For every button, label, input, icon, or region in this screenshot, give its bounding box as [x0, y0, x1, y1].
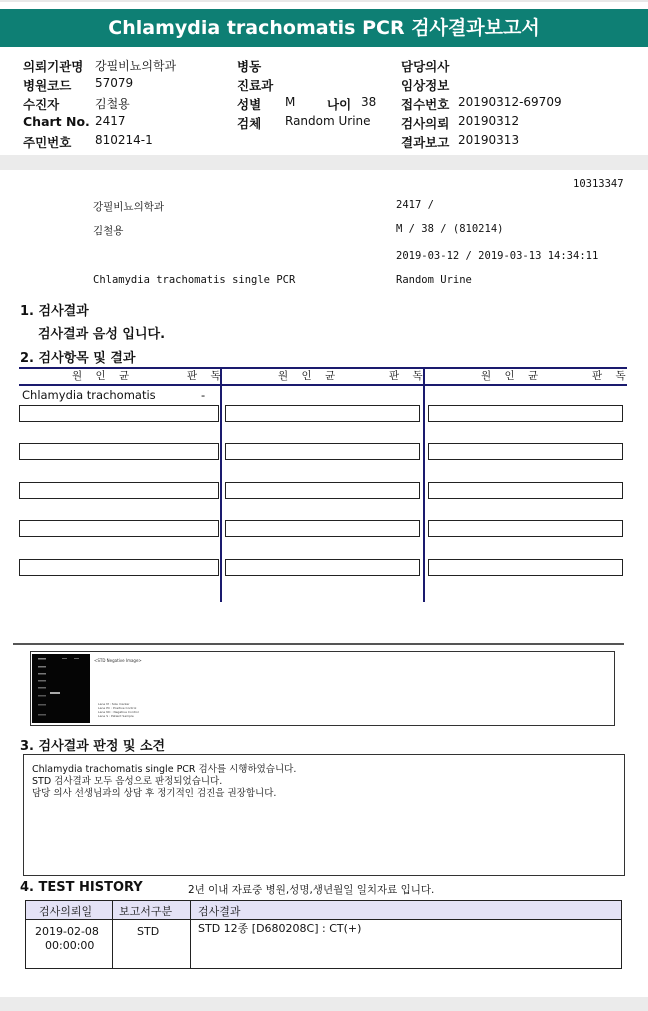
opinion-line-2: STD 검사결과 모두 음성으로 판정되었습니다. — [32, 776, 223, 787]
result-cell — [225, 405, 420, 422]
result-cell — [428, 482, 623, 499]
summary-chart: 2417 / — [396, 199, 434, 211]
gel-legend-1: Lane M : Size marker — [98, 702, 130, 706]
sex-label: 성별 — [237, 97, 262, 112]
history-type: STD — [137, 925, 160, 938]
summary-name: 김철용 — [93, 225, 124, 237]
result-cell — [225, 559, 420, 576]
history-result: STD 12종 [D680208C] : CT(+) — [198, 922, 362, 935]
footer-band — [0, 997, 648, 1011]
examinee-value: 김철용 — [95, 97, 130, 111]
grid-divider-1 — [220, 367, 222, 602]
examinee-label: 수진자 — [23, 97, 60, 112]
report-code: 10313347 — [573, 178, 624, 190]
gel-legend-4: Lane S : Patient Sample — [98, 714, 134, 718]
col-judgement-3: 판 독 — [592, 370, 631, 382]
history-table — [25, 900, 622, 969]
result-cell — [19, 520, 219, 537]
specimen-label: 검체 — [237, 116, 262, 131]
history-col-result: 검사결과 — [198, 905, 241, 918]
history-note: 2년 이내 자료중 병원,성명,생년월일 일치자료 입니다. — [188, 884, 435, 896]
section1-heading: 1. 검사결과 — [20, 304, 89, 319]
pathogen-name: Chlamydia trachomatis — [22, 388, 156, 402]
gel-legend-2: Lane PC : Positive Control — [98, 706, 137, 710]
hospital-code-value: 57079 — [95, 76, 134, 90]
summary-institution: 강필비뇨의학과 — [93, 201, 165, 213]
section-rule — [13, 643, 624, 645]
col-pathogen-3: 원 인 균 — [481, 370, 544, 382]
report-header — [0, 9, 648, 47]
result-cell — [225, 482, 420, 499]
history-date: 2019-02-08 — [35, 925, 99, 938]
gel-image-box — [30, 651, 615, 726]
gel-caption: <STD Negative Image> — [94, 658, 142, 663]
section2-heading: 2. 검사항목 및 결과 — [20, 351, 136, 366]
report-value: 20190313 — [458, 133, 520, 147]
receipt-value: 20190312-69709 — [458, 95, 562, 109]
age-label: 나이 — [327, 97, 352, 112]
history-col-divider-1 — [112, 901, 113, 968]
result-cell — [225, 443, 420, 460]
dept-label: 진료과 — [237, 78, 274, 93]
opinion-line-3: 담당 의사 선생님과의 상담 후 정기적인 검진을 권장합니다. — [32, 788, 277, 799]
col-pathogen-1: 원 인 균 — [72, 370, 135, 382]
doctor-label: 담당의사 — [401, 59, 450, 74]
section1-result: 검사결과 음성 입니다. — [38, 327, 166, 342]
clinical-label: 임상정보 — [401, 78, 450, 93]
gel-legend-3: Lane NC : Negative Control — [98, 710, 139, 714]
report-title: Chlamydia trachomatis PCR 검사결과보고서 — [108, 17, 540, 39]
receipt-label: 접수번호 — [401, 97, 450, 112]
result-cell — [19, 443, 219, 460]
history-col-date: 검사의뢰일 — [39, 905, 93, 918]
opinion-box — [23, 754, 625, 876]
pathogen-judgement: - — [201, 388, 206, 402]
summary-specimen: Random Urine — [396, 274, 472, 286]
ward-label: 병동 — [237, 59, 262, 74]
age-value: 38 — [361, 95, 377, 109]
result-cell — [19, 559, 219, 576]
col-judgement-1: 판 독 — [187, 370, 226, 382]
separator-band — [0, 155, 648, 170]
result-cell — [225, 520, 420, 537]
institution-label: 의뢰기관명 — [23, 59, 84, 74]
result-cell — [428, 520, 623, 537]
top-divider — [0, 0, 648, 2]
summary-sex-age: M / 38 / (810214) — [396, 223, 504, 235]
col-judgement-2: 판 독 — [389, 370, 428, 382]
summary-test: Chlamydia trachomatis single PCR — [93, 274, 296, 286]
institution-value: 강필비뇨의학과 — [95, 59, 177, 73]
history-col-type: 보고서구분 — [119, 905, 173, 918]
report-label: 결과보고 — [401, 135, 450, 150]
summary-dates: 2019-03-12 / 2019-03-13 14:34:11 — [396, 250, 599, 262]
history-header — [26, 901, 621, 920]
chart-label: Chart No. — [23, 114, 90, 129]
resident-label: 주민번호 — [23, 135, 72, 150]
resident-value: 810214-1 — [95, 133, 153, 147]
result-cell — [19, 482, 219, 499]
result-cell — [428, 559, 623, 576]
request-label: 검사의뢰 — [401, 116, 450, 131]
result-cell — [19, 405, 219, 422]
specimen-value: Random Urine — [285, 114, 371, 128]
result-cell — [428, 405, 623, 422]
section3-heading: 3. 검사결과 판정 및 소견 — [20, 739, 166, 754]
gel-image — [32, 654, 90, 723]
history-time: 00:00:00 — [45, 939, 95, 952]
grid-divider-2 — [423, 367, 425, 602]
history-col-divider-2 — [190, 901, 191, 968]
chart-value: 2417 — [95, 114, 126, 128]
sex-value: M — [285, 95, 296, 109]
request-value: 20190312 — [458, 114, 520, 128]
result-cell — [428, 443, 623, 460]
section4-heading: 4. TEST HISTORY — [20, 880, 143, 895]
hospital-code-label: 병원코드 — [23, 78, 72, 93]
col-pathogen-2: 원 인 균 — [278, 370, 341, 382]
opinion-line-1: Chlamydia trachomatis single PCR 검사를 시행하였습니다. — [32, 764, 297, 775]
